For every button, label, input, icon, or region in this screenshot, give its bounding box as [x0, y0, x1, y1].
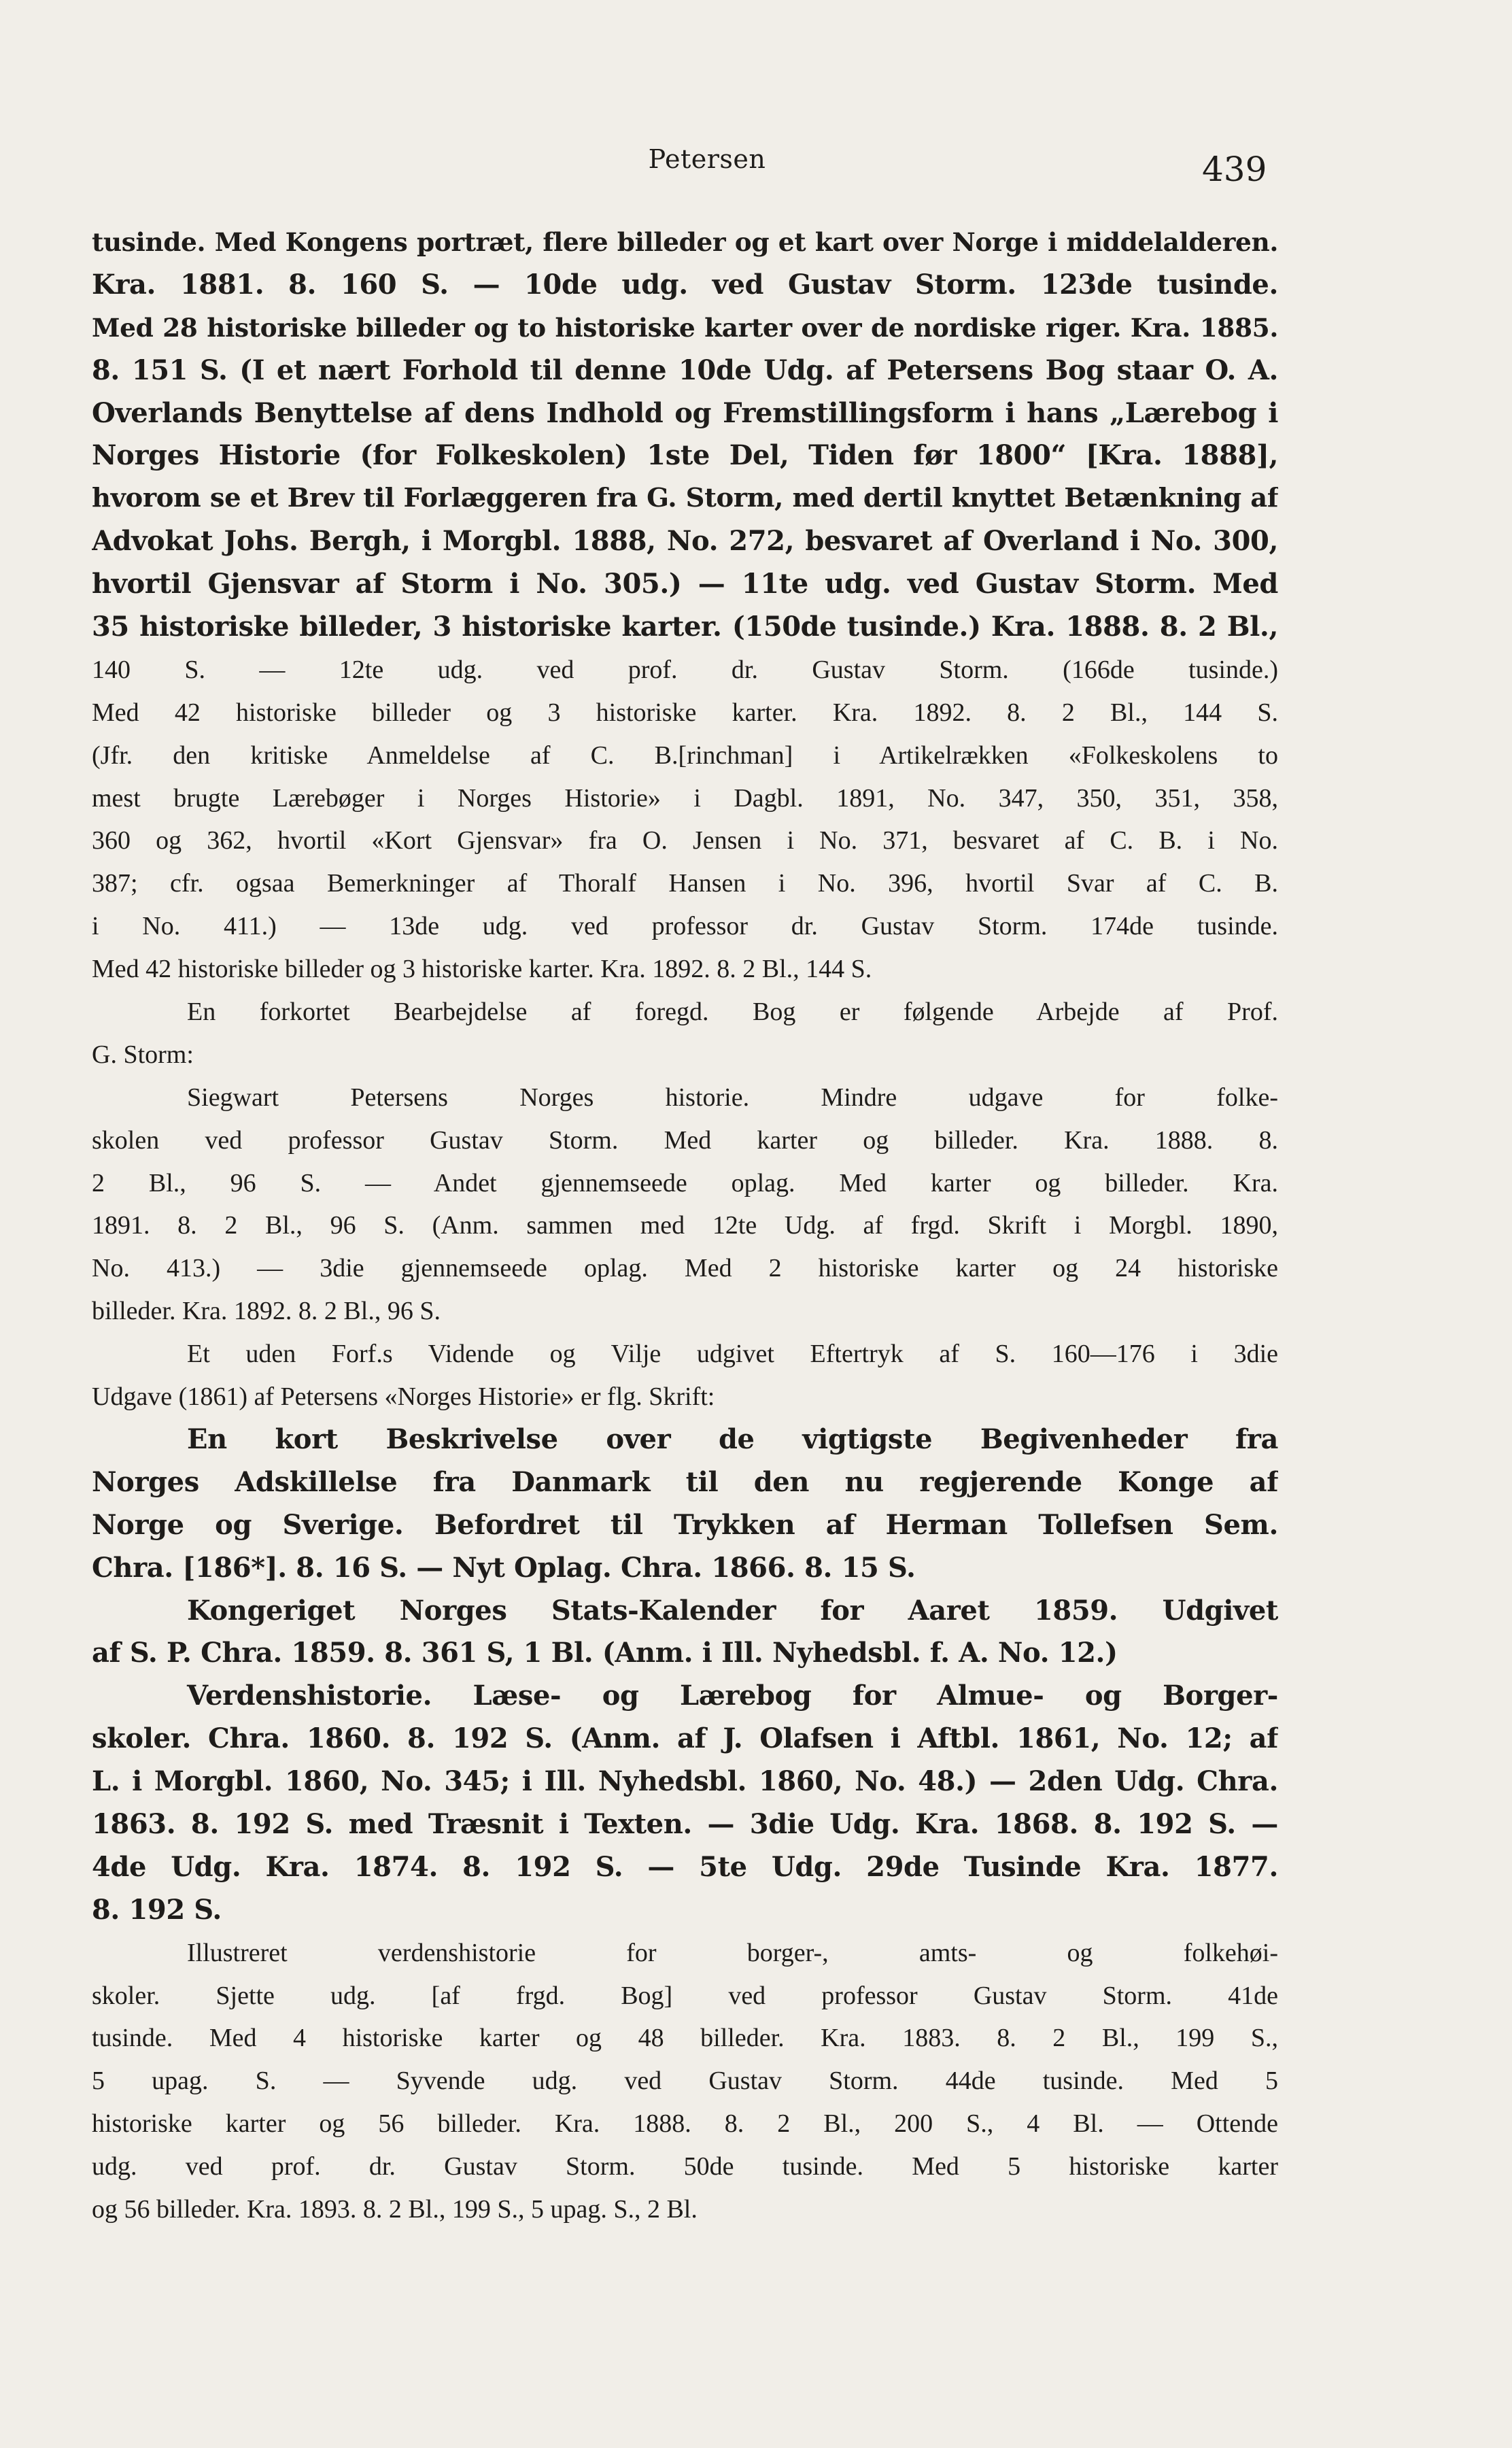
- running-head: Petersen: [648, 144, 766, 174]
- text-line: Norges Adskillelse fra Danmark til den nu regjerende Konge af: [92, 1465, 1278, 1498]
- text-line: 4de Udg. Kra. 1874. 8. 192 S. — 5te Udg. 29de Tusinde Kra. 1877.: [92, 1850, 1278, 1883]
- text-line: G. Storm:: [92, 1040, 194, 1069]
- text-line: No. 413.) — 3die gjennemseede oplag. Med 2 historiske karter og 24 historiske: [92, 1254, 1278, 1283]
- text-line: Udgave (1861) af Petersens «Norges Historie» er flg. Skrift:: [92, 1382, 715, 1412]
- text-line: 5 upag. S. — Syvende udg. ved Gustav Storm. 44de tusinde. Med 5: [92, 2067, 1278, 2096]
- text-line: skoler. Chra. 1860. 8. 192 S. (Anm. af J. Olafsen i Aftbl. 1861, No. 12; af: [92, 1722, 1278, 1755]
- bibliography-text: [92, 221, 1278, 2231]
- text-line: Chra. [186*]. 8. 16 S. — Nyt Oplag. Chra. 1866. 8. 15 S.: [92, 1551, 916, 1584]
- text-line: skolen ved professor Gustav Storm. Med karter og billeder. Kra. 1888. 8.: [92, 1125, 1278, 1155]
- text-line: En forkortet Bearbejdelse af foregd. Bog er følgende Arbejde af Prof.: [187, 998, 1278, 1027]
- text-line: udg. ved prof. dr. Gustav Storm. 50de tusinde. Med 5 historiske karter: [92, 2152, 1278, 2181]
- text-line: historiske karter og 56 billeder. Kra. 1888. 8. 2 Bl., 200 S., 4 Bl. — Ottende: [92, 2109, 1278, 2139]
- text-line: Norges Historie (for Folkeskolen) 1ste Del, Tiden før 1800“ [Kra. 1888],: [92, 439, 1278, 472]
- text-line: mest brugte Lærebøger i Norges Historie» i Dagbl. 1891, No. 347, 350, 351, 358,: [92, 783, 1278, 813]
- text-line: 387; cfr. ogsaa Bemerkninger af Thoralf Hansen i No. 396, hvortil Svar af C. B.: [92, 869, 1278, 898]
- text-line: Med 42 historiske billeder og 3 historiske karter. Kra. 1892. 8. 2 Bl., 144 S.: [92, 698, 1278, 727]
- text-line: 35 historiske billeder, 3 historiske karter. (150de tusinde.) Kra. 1888. 8. 2 Bl.,: [92, 611, 1278, 643]
- page-number: 439: [1202, 150, 1267, 189]
- text-line: 8. 151 S. (I et nært Forhold til denne 10de Udg. af Petersens Bog staar O. A.: [92, 354, 1278, 386]
- text-line: Verdenshistorie. Læse- og Lærebog for Almue- og Borger-: [187, 1680, 1278, 1712]
- text-line: Kra. 1881. 8. 160 S. — 10de udg. ved Gustav Storm. 123de tusinde.: [92, 268, 1278, 301]
- text-line: 360 og 362, hvortil «Kort Gjensvar» fra O. Jensen i No. 371, besvaret af C. B. i No.: [92, 826, 1278, 855]
- text-line: 1863. 8. 192 S. med Træsnit i Texten. — 3die Udg. Kra. 1868. 8. 192 S. —: [92, 1807, 1278, 1840]
- text-line: Et uden Forf.s Vidende og Vilje udgivet Eftertryk af S. 160—176 i 3die: [187, 1340, 1278, 1369]
- text-line: tusinde. Med Kongens portræt, flere billeder og et kart over Norge i middelalderen.: [92, 227, 1278, 257]
- text-line: Illustreret verdenshistorie for borger-, amts- og folkehøi-: [187, 1938, 1278, 1967]
- text-line: Advokat Johs. Bergh, i Morgbl. 1888, No. 272, besvaret af Overland i No. 300,: [92, 525, 1278, 558]
- text-line: skoler. Sjette udg. [af frgd. Bog] ved professor Gustav Storm. 41de: [92, 1981, 1278, 2010]
- text-line: billeder. Kra. 1892. 8. 2 Bl., 96 S.: [92, 1297, 441, 1326]
- text-line: Norge og Sverige. Befordret til Trykken af Herman Tollefsen Sem.: [92, 1508, 1278, 1541]
- text-line: Med 28 historiske billeder og to historiske karter over de nordiske riger. Kra. 1885.: [92, 312, 1278, 343]
- text-line: (Jfr. den kritiske Anmeldelse af C. B.[rinchman] i Artikelrækken «Folkeskolens to: [92, 741, 1278, 770]
- text-line: af S. P. Chra. 1859. 8. 361 S, 1 Bl. (Anm. i Ill. Nyhedsbl. f. A. No. 12.): [92, 1637, 1118, 1669]
- text-line: Kongeriget Norges Stats-Kalender for Aaret 1859. Udgivet: [187, 1594, 1278, 1627]
- text-line: Siegwart Petersens Norges historie. Mindre udgave for folke-: [187, 1083, 1278, 1112]
- text-line: og 56 billeder. Kra. 1893. 8. 2 Bl., 199 S., 5 upag. S., 2 Bl.: [92, 2194, 698, 2224]
- text-line: i No. 411.) — 13de udg. ved professor dr. Gustav Storm. 174de tusinde.: [92, 912, 1278, 941]
- text-line: L. i Morgbl. 1860, No. 345; i Ill. Nyhedsbl. 1860, No. 48.) — 2den Udg. Chra.: [92, 1765, 1278, 1798]
- text-line: Overlands Benyttelse af dens Indhold og Fremstillingsform i hans „Lærebog i: [92, 396, 1278, 429]
- text-line: Med 42 historiske billeder og 3 historiske karter. Kra. 1892. 8. 2 Bl., 144 S.: [92, 955, 872, 984]
- text-line: 2 Bl., 96 S. — Andet gjennemseede oplag. Med karter og billeder. Kra.: [92, 1168, 1278, 1197]
- text-line: tusinde. Med 4 historiske karter og 48 billeder. Kra. 1883. 8. 2 Bl., 199 S.,: [92, 2024, 1278, 2053]
- text-line: 1891. 8. 2 Bl., 96 S. (Anm. sammen med 12te Udg. af frgd. Skrift i Morgbl. 1890,: [92, 1211, 1278, 1240]
- text-line: En kort Beskrivelse over de vigtigste Begivenheder fra: [187, 1423, 1278, 1455]
- text-line: hvortil Gjensvar af Storm i No. 305.) — 11te udg. ved Gustav Storm. Med: [92, 568, 1278, 600]
- text-line: 140 S. — 12te udg. ved prof. dr. Gustav Storm. (166de tusinde.): [92, 655, 1278, 684]
- text-line: hvorom se et Brev til Forlæggeren fra G. Storm, med dertil knyttet Betænkning af: [92, 483, 1278, 514]
- text-line: 8. 192 S.: [92, 1893, 222, 1926]
